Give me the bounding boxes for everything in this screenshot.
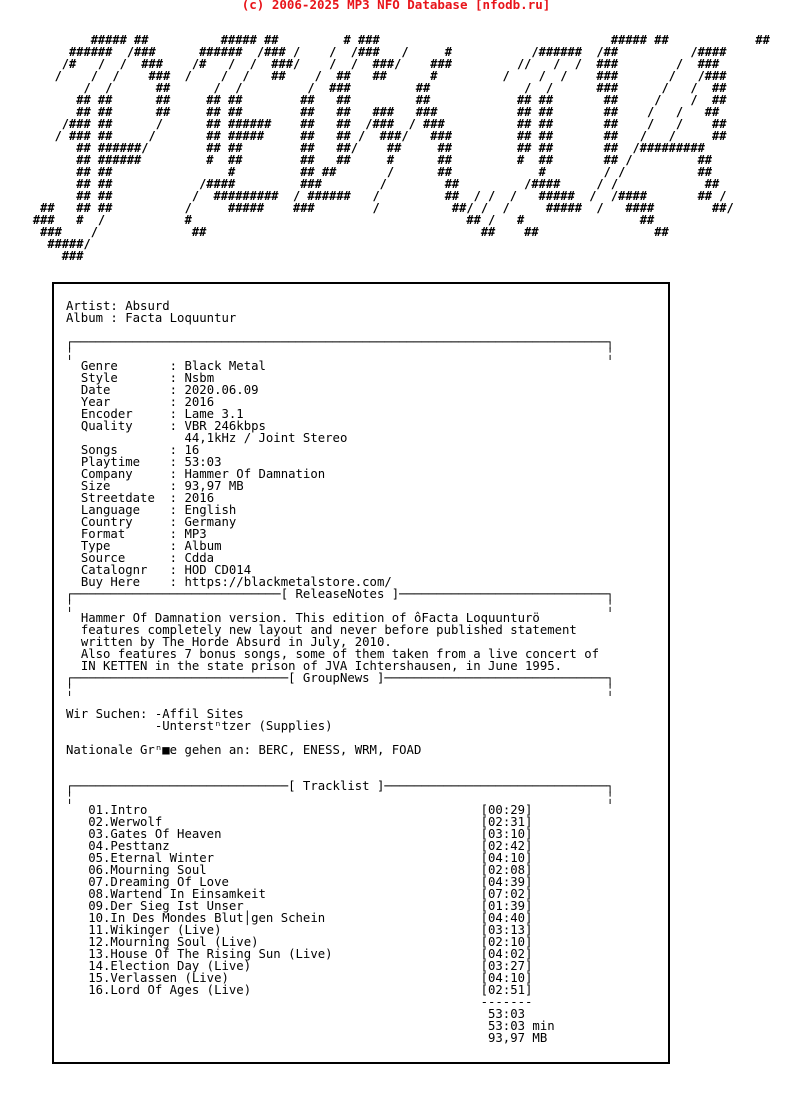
info-value: 53:03 xyxy=(184,455,222,469)
info-value: Album xyxy=(184,539,222,553)
info-value: 2020.06.09 xyxy=(184,383,259,397)
ascii-logo: ##### ## ##### ## # ### ##### ## ## ###### /### ###### /### / / /### / # /###### /## /#### /# / / ### /# / / ###/ / / ###/ ### // / / ### / ### / / / ### / / / ## / ## ## # / / / ### / /### / / ## / / / ### ## / / ### / / ## ## ## ## ## ## ## ## ## ## ## ## / / ## ## ## ## ## ## ## ## ### ### ## ## ## / / ## /### ## / ## ###### ## ## /### / ### ## ## ## / / ## / ### ## / ## ##### ## ## / ###/ ### ## ## ## / / ## ## ######/ ## ## ## ##/ ## ## ## ## ## /######### ## ###### # ## ## ## # ## # ## ## / ## ## ## # ## ## / ## # / / ## ## ## /#### ### / ## /#### / / ## ## ## / ######### / ###### / ## / / / ##### / /#### ## / ## ## ## / ##### ### / ##/ / / ##### / #### ##/ ### # / # ## / # ## ### / ## ## ## ## #####/ ### xyxy=(32,33,770,263)
tracklist-heading: Tracklist xyxy=(302,779,370,793)
group-news-line: Nationale Grⁿ■e gehen an: BERC, ENESS, WRM, FOAD xyxy=(66,743,422,757)
info-value: https://blackmetalstore.com/ xyxy=(184,575,392,589)
track-time: [02:31] xyxy=(480,815,533,829)
track-time: [01:39] xyxy=(480,899,533,913)
track-time: [04:39] xyxy=(480,875,533,889)
total-playtime: 53:03 xyxy=(488,1007,526,1021)
info-key: Type xyxy=(80,539,111,553)
album-value: Facta Loquuntur xyxy=(125,311,237,325)
track-time: [04:02] xyxy=(480,947,533,961)
track-title: 09.Der Sieg Ist Unser xyxy=(88,899,244,913)
info-key: Year xyxy=(80,395,111,409)
release-note-line: Also features 7 bonus songs, some of them taken from a live concert of xyxy=(80,647,600,661)
track-title: 13.House Of The Rising Sun (Live) xyxy=(88,947,333,961)
track-time: [03:13] xyxy=(480,923,533,937)
nfo-frame xyxy=(52,282,670,1064)
release-note-line: features completely new layout and never before published statement xyxy=(80,623,577,637)
release-note-line: Hammer Of Damnation version. This edition of ôFacta Loquunturö xyxy=(80,611,540,625)
track-title: 03.Gates Of Heaven xyxy=(88,827,222,841)
info-key: Country xyxy=(80,515,133,529)
track-time: [02:08] xyxy=(480,863,533,877)
info-value: 44,1kHz / Joint Stereo xyxy=(184,431,348,445)
track-title: 08.Wartend In Einsamkeit xyxy=(88,887,266,901)
info-key: Playtime xyxy=(80,455,141,469)
group-news-line: Wir Suchen: -Affil Sites xyxy=(66,707,244,721)
release-note-line: written by The Horde Absurd in July, 2010. xyxy=(80,635,392,649)
info-value: English xyxy=(184,503,237,517)
info-key: Language xyxy=(80,503,141,517)
track-time: [03:27] xyxy=(480,959,533,973)
track-time: [02:10] xyxy=(480,935,533,949)
info-key: Date xyxy=(80,383,111,397)
track-title: 06.Mourning Soul xyxy=(88,863,207,877)
info-key: Format xyxy=(80,527,126,541)
info-key: Size xyxy=(80,479,111,493)
info-value: VBR 246kbps xyxy=(184,419,266,433)
track-time: [02:42] xyxy=(480,839,533,853)
track-time: [03:10] xyxy=(480,827,533,841)
track-title: 16.Lord Of Ages (Live) xyxy=(88,983,252,997)
track-time: [04:10] xyxy=(480,971,533,985)
info-key: Quality xyxy=(80,419,133,433)
site-header: (c) 2006-2025 MP3 NFO Database [nfodb.ru] xyxy=(241,0,551,12)
total-size: 93,97 MB xyxy=(488,1031,548,1045)
track-title: 14.Election Day (Live) xyxy=(88,959,252,973)
track-title: 07.Dreaming Of Love xyxy=(88,875,229,889)
info-value: Cdda xyxy=(184,551,215,565)
info-value: MP3 xyxy=(184,527,207,541)
track-title: 10.In Des Mondes Blut│gen Schein xyxy=(88,911,326,925)
info-value: Black Metal xyxy=(184,359,266,373)
info-value: HOD CD014 xyxy=(184,563,252,577)
info-key: Buy Here xyxy=(80,575,141,589)
total-rule: ------- xyxy=(480,995,533,1009)
info-value: 93,97 MB xyxy=(184,479,244,493)
track-title: 11.Wikinger (Live) xyxy=(88,923,222,937)
track-time: [07:02] xyxy=(480,887,533,901)
track-title: 05.Eternal Winter xyxy=(88,851,215,865)
info-key: Style xyxy=(80,371,118,385)
info-key: Encoder xyxy=(80,407,133,421)
track-time: [02:51] xyxy=(480,983,533,997)
info-value: Lame 3.1 xyxy=(184,407,244,421)
group-news-heading: GroupNews xyxy=(302,671,370,685)
info-value: 16 xyxy=(184,443,200,457)
track-title: 02.Werwolf xyxy=(88,815,163,829)
info-key: Genre xyxy=(80,359,118,373)
nfo-text: Artist: Absurd Album : Facta Loquuntur ┌────────────────────────────────────────────────────────────────────────┐ ╎ ╎ Genre : Black Metal Style : Nsbm Date : 2020.06.09 Year : 2016 Encoder : Lame 3.1 Quality : VBR 246kbps 44,1kHz / Joint Stereo Songs : 16 Playtime : 53:03 Company : Hammer Of Damnation Size : 93,97 MB Streetdate : 2016 Language : English Country : Germany Format : MP3 Type : Album Source : Cdda Catalognr : HOD CD014 Buy Here : https://blackmetalstore.com/ ┌────────────────────────────[ ReleaseNotes ]────────────────────────────┐ ╎ ╎ Hammer Of Damnation version. This edition of ôFacta Loquunturö features completely new layout and never before published statement written by The Horde Absurd in July, 2010. Also features 7 bonus songs, some of them taken from a live concert of IN KETTEN in the state prison of JVA Ichtershausen, in June 1995. ┌─────────────────────────────[ GroupNews ]──────────────────────────────┐ ╎ ╎ Wir Suchen: -Affil Sites -Unterstⁿtzer (Supplies) Nationale Grⁿ■e gehen an: BERC, ENESS, WRM, FOAD ┌─────────────────────────────[ Tracklist ]──────────────────────────────┐ ╎ ╎ 01.Intro [00:29] 02.Werwolf [02:31] 03.Gates Of Heaven [03:10] 04.Pesttanz [02:42] 05.Eternal Winter [04:10] 06.Mourning Soul [02:08] 07.Dreaming Of Love [04:39] 08.Wartend In Einsamkeit [07:02] 09.Der Sieg Ist Unser [01:39] 10.In Des Mondes Blut│gen Schein [04:40] 11.Wikinger (Live) [03:13] 12.Mourning Soul (Live) [02:10] 13.House Of The Rising Sun (Live) [04:02] 14.Election Day (Live) [03:27] 15.Verlassen (Live) [04:10] 16.Lord Of Ages (Live) [02:51] ------- 53:03 53:03 min 93,97 MB xyxy=(66,299,614,1045)
track-title: 12.Mourning Soul (Live) xyxy=(88,935,259,949)
info-value: 2016 xyxy=(184,395,215,409)
release-note-line: IN KETTEN in the state prison of JVA Ichtershausen, in June 1995. xyxy=(80,659,563,673)
track-time: [04:10] xyxy=(480,851,533,865)
info-key: Streetdate xyxy=(80,491,155,505)
track-title: 04.Pesttanz xyxy=(88,839,170,853)
info-key: Source xyxy=(80,551,126,565)
track-time: [04:40] xyxy=(480,911,533,925)
info-value: 2016 xyxy=(184,491,215,505)
total-minutes: 53:03 min xyxy=(488,1019,555,1033)
release-notes-heading: ReleaseNotes xyxy=(295,587,385,601)
info-key: Catalognr xyxy=(80,563,148,577)
info-value: Nsbm xyxy=(184,371,215,385)
track-row xyxy=(88,983,532,997)
info-key: Company xyxy=(80,467,133,481)
info-value: Hammer Of Damnation xyxy=(184,467,326,481)
track-time: [00:29] xyxy=(480,803,533,817)
track-title: 01.Intro xyxy=(88,803,148,817)
group-news-line: -Unterstⁿtzer (Supplies) xyxy=(66,719,333,733)
artist-value: Absurd xyxy=(125,299,170,313)
info-key: Songs xyxy=(80,443,118,457)
track-title: 15.Verlassen (Live) xyxy=(88,971,229,985)
info-value: Germany xyxy=(184,515,237,529)
